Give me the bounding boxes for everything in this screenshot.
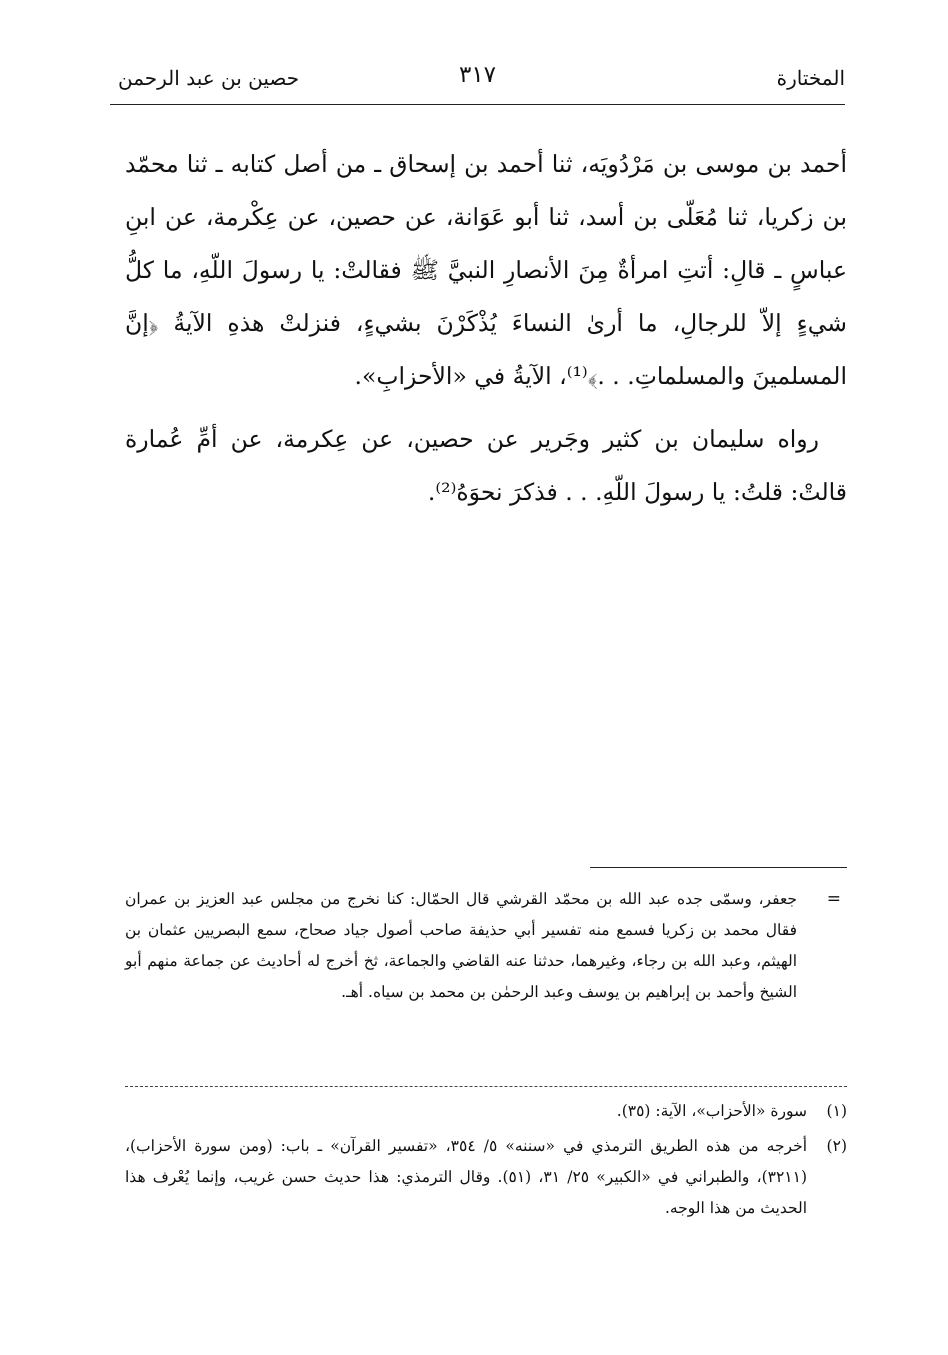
page-number: ٣١٧ <box>458 62 497 88</box>
footnote-number: (٢) <box>826 1137 847 1155</box>
narration-paragraph: رواه سليمان بن كثير وجَرير عن حصين، عن عِكرمة، عن أمِّ عُمارة قالتْ: قلتُ: يا رسولَ اللّهِ. . . فذكرَ نحوَهُ⁽²⁾. <box>125 425 847 506</box>
footnote <box>125 1131 847 1224</box>
carried-footnote <box>125 884 847 1008</box>
footnote-number: (١) <box>826 1102 847 1120</box>
footnote-text: أخرجه من هذه الطريق الترمذي في «سننه» ٥/ ٣٥٤، «تفسير القرآن» ـ باب: (ومن سورة الأحزاب)، (٣٢١١)، والطبراني في «الكبير» ٢٥/ ٣١، (٥١). وقال الترمذي: هذا حديث حسن غريب، وإنما يُعْرف هذا الحديث من هذا الوجه. <box>125 1137 807 1217</box>
hadith-paragraph: أحمد بن موسى بن مَرْدُويَه، ثنا أحمد بن إسحاق ـ من أصل كتابه ـ ثنا محمّد بن زكريا، ثنا مُعَلّى بن أسد، ثنا أبو عَوَانة، عن حصين، عن عِكْرمة، عن ابنِ عباسٍ ـ قالِ: أتتِ امرأةٌ مِنَ الأنصارِ النبيَّ ﷺ فقالتْ: يا رسولَ اللّهِ، ما كلُّ شيءٍ إلاّ للرجالِ، ما أرىٰ النساءَ يُذْكَرْنَ بشيءٍ، فنزلتْ هذهِ الآيةُ ﴿إنَّ المسلمينَ والمسلماتِ. . .﴾⁽¹⁾، الآيةُ في «الأحزابِ». <box>125 150 847 390</box>
footnote <box>125 1096 847 1127</box>
footnote-separator <box>590 867 847 868</box>
footnote-text: سورة «الأحزاب»، الآية: (٣٥). <box>616 1102 807 1120</box>
carried-footnote-text: جعفر، وسمّى جده عبد الله بن محمّد القرشي قال الحمّال: كنا نخرج من مجلس عبد العزيز بن عمران فقال محمد بن زكريا فسمع منه تفسير أبي حذيفة صاحب أصول جياد صحاح، سمع البصريين عثمان بن الهيثم، وعبد الله بن رجاء، وغيرهما، حدثنا عنه القاضي والجماعة، ثخ أخرج له أحاديث عن جماعة منهم أبو الشيخ وأحمد بن إبراهيم بن يوسف وعبد الرحمٰن بن محمد بن سياه. أهـ. <box>125 890 797 1001</box>
footnotes <box>125 1096 847 1228</box>
continuation-marker: = <box>826 889 841 909</box>
book-title: المختارة <box>776 66 845 90</box>
footnote-divider <box>125 1086 847 1087</box>
section-title: حصين بن عبد الرحمن <box>118 66 300 90</box>
running-header <box>110 58 845 105</box>
main-text <box>125 138 847 519</box>
